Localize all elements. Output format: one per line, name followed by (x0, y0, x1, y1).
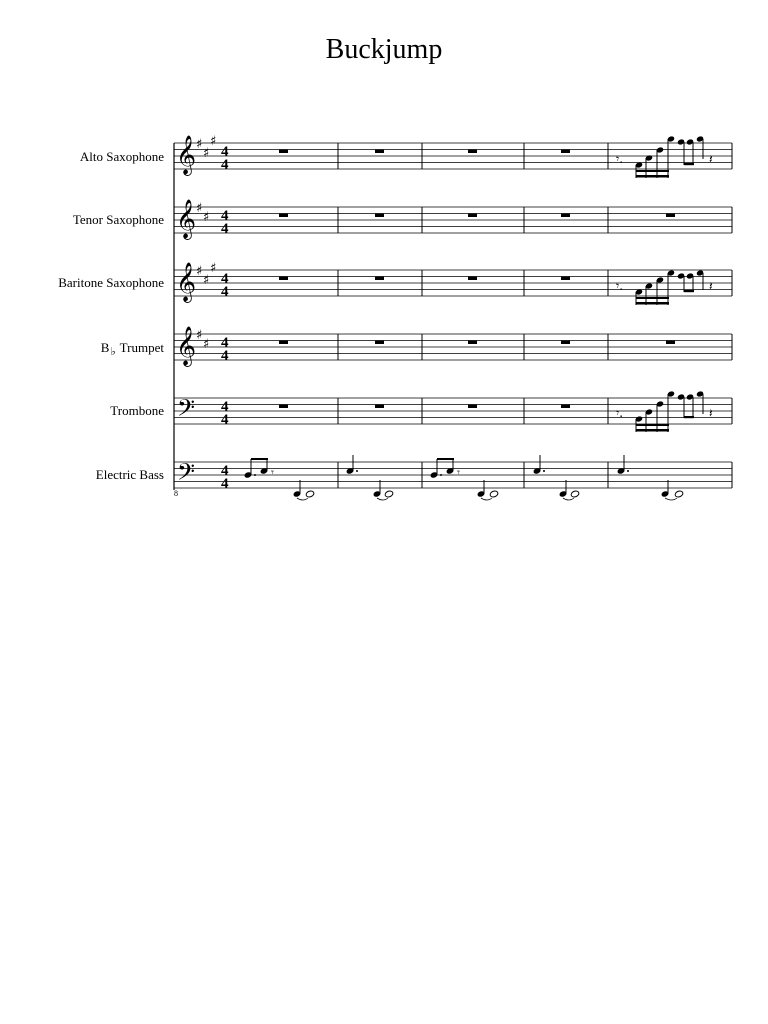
instrument-label-trumpet: $B_♭$ Trumpet (100, 340, 164, 358)
melody-figure-alto (616, 135, 713, 178)
svg-text:𝄾.: 𝄾. (616, 279, 624, 293)
treble-clef-icon: 𝄞 (176, 199, 197, 239)
svg-text:𝄽: 𝄽 (709, 279, 713, 293)
treble-clef-icon: 𝄞 (176, 326, 197, 366)
time-sig-bottom: 4 (221, 221, 229, 237)
instrument-label-tenor-sax: Tenor Saxophone (72, 212, 164, 227)
svg-text:♯: ♯ (196, 201, 203, 216)
time-sig-bottom: 4 (221, 284, 229, 300)
svg-text:𝄽: 𝄽 (709, 406, 713, 420)
barlines (338, 143, 732, 488)
svg-text:♯: ♯ (203, 210, 210, 225)
time-sig-bottom: 4 (221, 348, 229, 364)
svg-text:𝄾.: 𝄾. (616, 406, 624, 420)
svg-text:♯: ♯ (203, 337, 210, 352)
time-sig-top: 4 (221, 335, 229, 351)
bass-clef-icon: 𝄢 (177, 458, 196, 491)
svg-text:𝄾: 𝄾 (271, 466, 274, 479)
time-sig-top: 4 (221, 271, 229, 287)
instrument-label-trombone: Trombone (110, 403, 164, 418)
time-sig-top: 4 (221, 208, 229, 224)
instrument-label-baritone-sax: Baritone Saxophone (58, 275, 164, 290)
time-sig-top: 4 (221, 463, 229, 479)
time-sig-bottom: 4 (221, 476, 229, 492)
svg-text:𝄾.: 𝄾. (616, 152, 624, 166)
svg-text:♯: ♯ (196, 264, 203, 279)
instrument-label-electric-bass: Electric Bass (95, 467, 164, 482)
svg-text:♯: ♯ (203, 146, 210, 161)
svg-text:𝄽: 𝄽 (709, 152, 713, 166)
instrument-label-alto-sax: Alto Saxophone (79, 149, 164, 164)
svg-text:♯: ♯ (203, 273, 210, 288)
treble-clef-icon: 𝄞 (176, 262, 197, 302)
svg-text:♯: ♯ (210, 134, 217, 149)
time-sig-top: 4 (221, 144, 229, 160)
melody-figure-baritone (616, 269, 713, 305)
score-title: Buckjump (325, 34, 443, 65)
key-signature-sharps (196, 134, 216, 352)
octave-8-marker: 8 (174, 489, 178, 498)
flat-glyph: ♭ (110, 346, 116, 358)
staff-lines (174, 143, 732, 488)
svg-text:♯: ♯ (196, 328, 203, 343)
time-sig-top: 4 (221, 399, 229, 415)
svg-text:♯: ♯ (210, 261, 217, 276)
bass-clef-icon: 𝄢 (177, 394, 196, 427)
time-sig-bottom: 4 (221, 412, 229, 428)
time-sig-bottom: 4 (221, 157, 229, 173)
svg-text:♯: ♯ (196, 137, 203, 152)
treble-clef-icon: 𝄞 (176, 135, 197, 175)
svg-text:𝄾: 𝄾 (457, 466, 460, 479)
